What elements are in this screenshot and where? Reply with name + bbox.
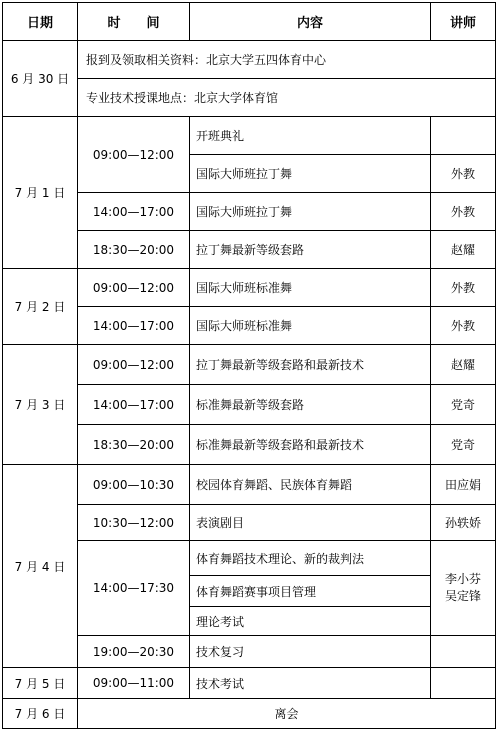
content-cell: 技术考试 (190, 668, 431, 699)
lecturer-cell: 外教 (431, 269, 496, 307)
lecturer-cell: 外教 (431, 307, 496, 345)
date-cell: 7 月 5 日 (3, 668, 78, 699)
date-cell: 7 月 1 日 (3, 117, 78, 269)
time-cell: 14:00—17:00 (78, 307, 190, 345)
content-cell: 理论考试 (190, 607, 431, 636)
time-cell: 19:00—20:30 (78, 636, 190, 668)
time-cell: 09:00—10:30 (78, 465, 190, 505)
time-cell: 10:30—12:00 (78, 505, 190, 541)
content-cell: 国际大师班拉丁舞 (190, 193, 431, 231)
date-cell: 6 月 30 日 (3, 41, 78, 117)
table-row (3, 269, 496, 307)
time-cell: 18:30—20:00 (78, 231, 190, 269)
time-cell: 18:30—20:00 (78, 425, 190, 465)
table-row (3, 465, 496, 505)
lecturer-cell: 党奇 (431, 385, 496, 425)
lecturer-name: 李小芬 (444, 572, 481, 586)
date-cell: 7 月 6 日 (3, 699, 78, 729)
schedule-table-wrapper (2, 2, 496, 729)
lecturer-cell: 孙轶娇 (431, 505, 496, 541)
content-cell: 国际大师班拉丁舞 (190, 155, 431, 193)
content-cell: 校园体育舞蹈、民族体育舞蹈 (190, 465, 431, 505)
content-cell: 拉丁舞最新等级套路和最新技术 (190, 345, 431, 385)
content-cell: 离会 (78, 699, 496, 729)
header-date: 日期 (3, 3, 78, 41)
content-cell: 体育舞蹈技术理论、新的裁判法 (190, 541, 431, 576)
content-cell: 表演剧目 (190, 505, 431, 541)
table-row (3, 117, 496, 155)
time-cell: 14:00—17:30 (78, 541, 190, 636)
lecturer-cell: 赵耀 (431, 345, 496, 385)
table-row (3, 699, 496, 729)
lecturer-cell (431, 541, 496, 636)
lecturer-cell (431, 636, 496, 668)
header-time: 时 间 (78, 3, 190, 41)
content-cell: 标准舞最新等级套路和最新技术 (190, 425, 431, 465)
time-cell: 09:00—12:00 (78, 345, 190, 385)
content-cell: 国际大师班标准舞 (190, 307, 431, 345)
time-cell: 09:00—12:00 (78, 269, 190, 307)
content-cell: 拉丁舞最新等级套路 (190, 231, 431, 269)
content-cell: 国际大师班标准舞 (190, 269, 431, 307)
time-cell: 09:00—11:00 (78, 668, 190, 699)
content-cell: 专业技术授课地点：北京大学体育馆 (78, 79, 496, 117)
date-cell: 7 月 4 日 (3, 465, 78, 668)
table-row (3, 345, 496, 385)
date-cell: 7 月 3 日 (3, 345, 78, 465)
time-cell: 09:00—12:00 (78, 117, 190, 193)
table-row (3, 41, 496, 79)
lecturer-cell: 赵耀 (431, 231, 496, 269)
time-cell: 14:00—17:00 (78, 193, 190, 231)
header-row (3, 3, 496, 41)
header-lecturer: 讲师 (431, 3, 496, 41)
schedule-table (2, 2, 496, 729)
lecturer-cell: 党奇 (431, 425, 496, 465)
content-cell: 开班典礼 (190, 117, 431, 155)
content-cell: 标准舞最新等级套路 (190, 385, 431, 425)
lecturer-cell (431, 117, 496, 155)
content-cell: 体育舞蹈赛事项目管理 (190, 576, 431, 607)
table-row (3, 668, 496, 699)
content-cell: 技术复习 (190, 636, 431, 668)
content-cell: 报到及领取相关资料：北京大学五四体育中心 (78, 41, 496, 79)
lecturer-cell: 外教 (431, 193, 496, 231)
lecturer-cell: 田应娟 (431, 465, 496, 505)
date-cell: 7 月 2 日 (3, 269, 78, 345)
lecturer-cell: 外教 (431, 155, 496, 193)
header-content: 内容 (190, 3, 431, 41)
lecturer-name: 吴定锋 (444, 589, 481, 603)
time-cell: 14:00—17:00 (78, 385, 190, 425)
lecturer-cell (431, 668, 496, 699)
